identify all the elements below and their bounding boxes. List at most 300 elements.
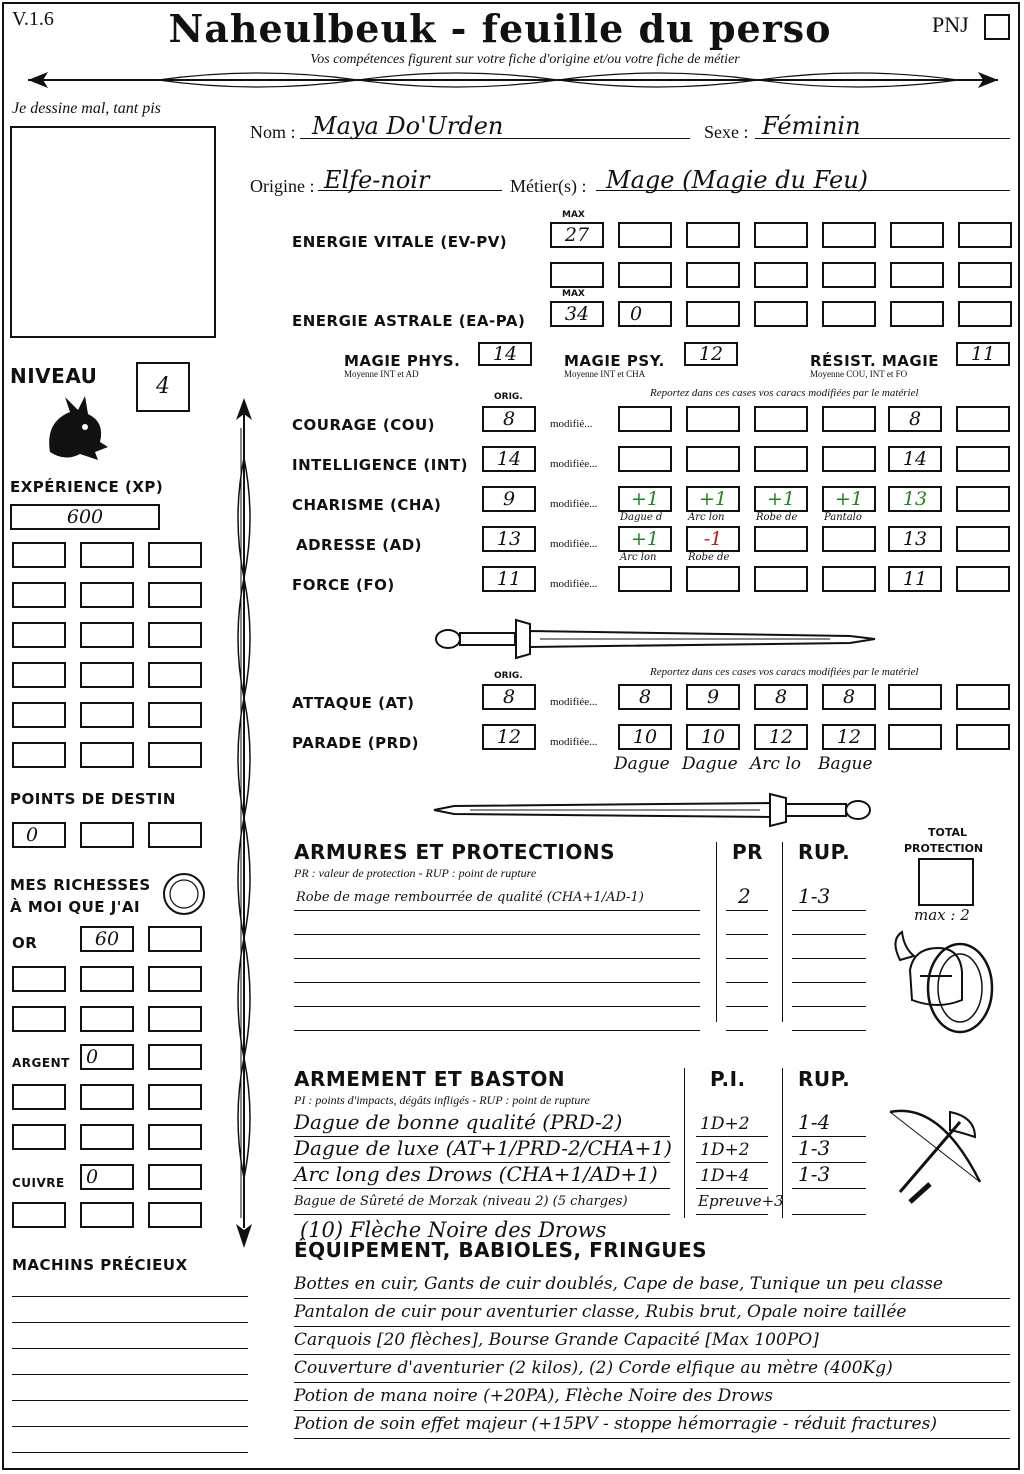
- xp-box[interactable]: [12, 702, 66, 728]
- resist-note: Moyenne COU, INT et FO: [810, 369, 908, 379]
- silver-box[interactable]: [80, 1044, 134, 1070]
- carac-mod-box[interactable]: [956, 566, 1010, 592]
- silver-box-8[interactable]: [148, 1124, 202, 1150]
- modified-caption: modifiée...: [550, 538, 598, 550]
- copper-value: 0: [86, 1166, 99, 1188]
- carac-mod-box[interactable]: [956, 406, 1010, 432]
- carac-mod-box[interactable]: [956, 526, 1010, 552]
- ev-box[interactable]: [822, 222, 876, 248]
- ea-box[interactable]: [686, 301, 740, 327]
- carac-mod-box[interactable]: [618, 446, 672, 472]
- prd-mod-box[interactable]: [822, 724, 876, 750]
- precious-line: [12, 1348, 248, 1349]
- armor-line: [294, 1030, 700, 1031]
- at-orig-value: 8: [502, 686, 516, 708]
- weapon-item-pi[interactable]: 1D+4: [700, 1166, 750, 1186]
- at-mod-value: 8: [774, 686, 788, 708]
- silver-label: ARGENT: [12, 1056, 70, 1070]
- ev-box[interactable]: [754, 222, 808, 248]
- precious-line: [12, 1374, 248, 1375]
- max-protection-note: max : 2: [914, 906, 970, 924]
- prd-mod-box[interactable]: [618, 724, 672, 750]
- carac-label: ADRESSE (AD): [296, 536, 423, 554]
- ev-max-caption: MAX: [562, 210, 585, 220]
- magic-psy-label: MAGIE PSY.: [564, 352, 665, 370]
- weapon-line: [294, 1188, 670, 1189]
- ea-max-box[interactable]: [550, 301, 604, 327]
- armor-rup-line: [792, 1030, 866, 1031]
- destiny-box-3[interactable]: [148, 822, 202, 848]
- ea-max-caption: MAX: [562, 289, 585, 299]
- weapon-item-name[interactable]: Arc long des Drows (CHA+1/AD+1): [294, 1162, 658, 1186]
- destiny-box-1[interactable]: [12, 822, 66, 848]
- silver-value: 0: [86, 1046, 99, 1068]
- at-mod-value: 8: [638, 686, 652, 708]
- ev-label: ENERGIE VITALE (EV-PV): [292, 233, 508, 251]
- silver-box-2[interactable]: [148, 1044, 202, 1070]
- portrait-frame[interactable]: [10, 126, 216, 338]
- weapons-divider: [684, 1068, 685, 1218]
- at-mod-box[interactable]: [956, 684, 1010, 710]
- carac-mod-box[interactable]: [956, 486, 1010, 512]
- carac-label: FORCE (FO): [292, 576, 395, 594]
- xp-box[interactable]: [148, 622, 202, 648]
- weapon-item-name[interactable]: Dague de bonne qualité (PRD-2): [294, 1110, 623, 1134]
- prd-mod-box[interactable]: [956, 724, 1010, 750]
- carac-label: CHARISME (CHA): [292, 496, 442, 514]
- carac-mod-box[interactable]: [888, 526, 942, 552]
- at-mod-value: 8: [842, 686, 856, 708]
- xp-box[interactable]: [80, 542, 134, 568]
- armor-note: PR : valeur de protection - RUP : point de rupture: [294, 866, 537, 880]
- xp-box[interactable]: [148, 662, 202, 688]
- carac-mod-box[interactable]: [822, 406, 876, 432]
- equipment-line[interactable]: Potion de soin effet majeur (+15PV - stoppe hémorragie - réduit fractures): [294, 1414, 937, 1434]
- weapon-item-pi[interactable]: 1D+2: [700, 1140, 750, 1160]
- total-protection-box[interactable]: [918, 858, 974, 906]
- armor-line: [294, 934, 700, 935]
- armor-pr-line: [726, 1030, 768, 1031]
- at-mod-box[interactable]: [822, 684, 876, 710]
- gold-box-6[interactable]: [12, 1006, 66, 1032]
- ev-box[interactable]: [618, 262, 672, 288]
- ev-box[interactable]: [686, 222, 740, 248]
- carac-mod-box[interactable]: [754, 486, 808, 512]
- armor-pr-line: [726, 982, 768, 983]
- ea-label: ENERGIE ASTRALE (EA-PA): [292, 312, 526, 330]
- prd-mod-value: 10: [632, 726, 658, 748]
- bow-axe-icon: [880, 1092, 1000, 1210]
- xp-box[interactable]: [148, 582, 202, 608]
- armor-pr-line: [726, 1006, 768, 1007]
- weapon-pi-line: [696, 1136, 768, 1137]
- silver-box-6[interactable]: [12, 1124, 66, 1150]
- gold-label: OR: [12, 934, 38, 952]
- carac-orig-box[interactable]: [482, 526, 536, 552]
- armor-pr-header: PR: [732, 840, 764, 864]
- ea-current-value: 0: [630, 303, 643, 325]
- ev-max-box[interactable]: [550, 222, 604, 248]
- magic-phys-label: MAGIE PHYS.: [344, 352, 461, 370]
- carac-orig-value: 14: [496, 448, 522, 470]
- total-protection-value: [920, 860, 972, 904]
- carac-mod-value: +1: [630, 528, 659, 550]
- weapon-pi-line: [696, 1188, 768, 1189]
- xp-box[interactable]: [12, 622, 66, 648]
- silver-box-4[interactable]: [80, 1084, 134, 1110]
- level-box[interactable]: [136, 362, 190, 412]
- copper-box-2[interactable]: [148, 1164, 202, 1190]
- prd-mod-value: 12: [768, 726, 794, 748]
- equipment-underline: [294, 1354, 1010, 1355]
- carac-mod-box[interactable]: [888, 406, 942, 432]
- silver-box-5[interactable]: [148, 1084, 202, 1110]
- xp-label: EXPÉRIENCE (XP): [10, 478, 164, 496]
- prd-orig-box[interactable]: [482, 724, 536, 750]
- carac-orig-value: 11: [496, 568, 522, 590]
- armor-title: ARMURES ET PROTECTIONS: [294, 840, 615, 864]
- helmet-shield-icon: [890, 930, 1000, 1040]
- ev-max-value: 27: [564, 224, 590, 246]
- carac-mod-box[interactable]: [888, 566, 942, 592]
- carac-mod-value: +1: [766, 488, 795, 510]
- equipment-underline: [294, 1438, 1010, 1439]
- precious-line: [12, 1400, 248, 1401]
- carac-label: INTELLIGENCE (INT): [292, 456, 468, 474]
- at-mod-box[interactable]: [754, 684, 808, 710]
- ea-current-box[interactable]: [618, 301, 672, 327]
- weapon-line: [294, 1214, 670, 1215]
- ea-box[interactable]: [754, 301, 808, 327]
- carac-mod-box[interactable]: [618, 566, 672, 592]
- total-protection-caption-2: PROTECTION: [904, 842, 984, 855]
- modified-caption: modifiée...: [550, 696, 598, 708]
- carac-final-value: 11: [902, 568, 928, 590]
- precious-line: [12, 1322, 248, 1323]
- silver-box-3[interactable]: [12, 1084, 66, 1110]
- armor-rup-line: [792, 1006, 866, 1007]
- xp-box[interactable]: [148, 742, 202, 768]
- armor-item-name[interactable]: Robe de mage rembourrée de qualité (CHA+1/AD-1): [296, 890, 644, 905]
- magic-phys-box[interactable]: [478, 342, 532, 366]
- armor-divider: [782, 842, 783, 1022]
- ev-box[interactable]: [822, 262, 876, 288]
- gold-value: 60: [94, 928, 120, 950]
- weapon-item-name[interactable]: Bague de Sûreté de Morzak (niveau 2) (5 charges): [294, 1194, 628, 1209]
- armor-item-rup[interactable]: 1-3: [798, 884, 831, 908]
- at-mod-box[interactable]: [618, 684, 672, 710]
- equipment-line[interactable]: Carquois [20 flèches], Bourse Grande Capacité [Max 100PO]: [294, 1330, 819, 1350]
- carac-mod-box[interactable]: [888, 446, 942, 472]
- ev-box[interactable]: [890, 262, 944, 288]
- xp-box[interactable]: [12, 662, 66, 688]
- weapon-column-name: Dague: [682, 754, 738, 774]
- prd-mod-box[interactable]: [888, 724, 942, 750]
- carac-mod-box[interactable]: [686, 486, 740, 512]
- weapons-pi-header: P.I.: [710, 1067, 746, 1091]
- gold-box-7[interactable]: [80, 1006, 134, 1032]
- at-orig-box[interactable]: [482, 684, 536, 710]
- equipment-underline: [294, 1298, 1010, 1299]
- combat-report-note: Reportez dans ces cases vos caracs modifiées par le matériel: [650, 666, 919, 678]
- ea-box[interactable]: [890, 301, 944, 327]
- carac-mod-value: +1: [630, 488, 659, 510]
- carac-mod-box[interactable]: [686, 526, 740, 552]
- carac-mod-box[interactable]: [618, 486, 672, 512]
- silver-box-7[interactable]: [80, 1124, 134, 1150]
- ev-box[interactable]: [890, 222, 944, 248]
- carac-mod-box[interactable]: [822, 526, 876, 552]
- xp-box[interactable]: [80, 622, 134, 648]
- xp-box[interactable]: [80, 742, 134, 768]
- ev-box[interactable]: [958, 222, 1012, 248]
- carac-orig-value: 8: [502, 408, 516, 430]
- xp-box[interactable]: [148, 542, 202, 568]
- carac-orig-box[interactable]: [482, 406, 536, 432]
- prd-orig-value: 12: [496, 726, 522, 748]
- weapon-column-name: Bague: [818, 754, 873, 774]
- origin-value[interactable]: Elfe-noir: [324, 166, 430, 194]
- weapons-rup-header: RUP.: [798, 1067, 851, 1091]
- carac-mod-box[interactable]: [754, 526, 808, 552]
- armor-rup-line: [792, 934, 866, 935]
- carac-mod-box[interactable]: [754, 566, 808, 592]
- weapon-pi-line: [696, 1214, 768, 1215]
- carac-orig-value: 13: [496, 528, 522, 550]
- carac-mod-box[interactable]: [822, 486, 876, 512]
- equipment-title: ÉQUIPEMENT, BABIOLES, FRINGUES: [294, 1238, 708, 1262]
- copper-box-4[interactable]: [80, 1202, 134, 1228]
- carac-mod-box[interactable]: [754, 406, 808, 432]
- level-value: 4: [156, 374, 170, 399]
- prd-mod-value: 12: [836, 726, 862, 748]
- staff-icon: [228, 398, 260, 1248]
- magic-psy-box[interactable]: [684, 342, 738, 366]
- carac-orig-box[interactable]: [482, 446, 536, 472]
- ea-max-value: 34: [564, 303, 590, 325]
- armor-line: [294, 910, 700, 911]
- carac-mod-box[interactable]: [686, 566, 740, 592]
- xp-box[interactable]: [12, 582, 66, 608]
- weapon-pi-line: [696, 1162, 768, 1163]
- gold-box-4[interactable]: [80, 966, 134, 992]
- level-label: NIVEAU: [10, 364, 98, 388]
- magic-psy-note: Moyenne INT et CHA: [564, 369, 646, 379]
- ea-box[interactable]: [958, 301, 1012, 327]
- combat-orig-caption: ORIG.: [494, 671, 523, 681]
- sword-icon: [430, 616, 880, 662]
- copper-box-5[interactable]: [148, 1202, 202, 1228]
- carac-mod-box[interactable]: [686, 446, 740, 472]
- precious-line: [12, 1426, 248, 1427]
- ev-box[interactable]: [618, 222, 672, 248]
- total-protection-caption-1: TOTAL: [928, 826, 968, 839]
- pnj-checkbox[interactable]: [984, 14, 1010, 40]
- weapon-item-pi[interactable]: 1D+2: [700, 1114, 750, 1134]
- equipment-line[interactable]: Bottes en cuir, Gants de cuir doublés, Cape de base, Tunique un peu classe: [294, 1274, 943, 1294]
- carac-final-value: 8: [908, 408, 922, 430]
- equipment-line[interactable]: Pantalon de cuir pour aventurier classe, Rubis brut, Opale noire taillée: [294, 1302, 907, 1322]
- ev-box[interactable]: [550, 262, 604, 288]
- gold-box-8[interactable]: [148, 1006, 202, 1032]
- armor-pr-line: [726, 958, 768, 959]
- weapon-item-rup[interactable]: 1-4: [798, 1110, 831, 1134]
- gold-box-5[interactable]: [148, 966, 202, 992]
- carac-final-value: 14: [902, 448, 928, 470]
- at-label: ATTAQUE (AT): [292, 694, 415, 712]
- weapon-column-name: Arc lo: [750, 754, 801, 774]
- equipment-underline: [294, 1410, 1010, 1411]
- carac-mod-box[interactable]: [618, 526, 672, 552]
- armor-rup-line: [792, 982, 866, 983]
- ev-box[interactable]: [958, 262, 1012, 288]
- coin-icon: [160, 870, 208, 918]
- armor-rup-header: RUP.: [798, 840, 851, 864]
- armor-line: [294, 982, 700, 983]
- job-value[interactable]: Mage (Magie du Feu): [606, 166, 869, 194]
- prd-mod-box[interactable]: [686, 724, 740, 750]
- ev-box[interactable]: [686, 262, 740, 288]
- carac-mod-box[interactable]: [822, 446, 876, 472]
- armor-rup-line: [792, 958, 866, 959]
- gold-box[interactable]: [80, 926, 134, 952]
- equipment-line[interactable]: Couverture d'aventurier (2 kilos), (2) Corde elfique au mètre (400Kg): [294, 1358, 893, 1378]
- modified-caption: modifiée...: [550, 736, 598, 748]
- weapon-item-rup[interactable]: 1-3: [798, 1162, 831, 1186]
- caracs-report-note: Reportez dans ces cases vos caracs modifiées par le matériel: [650, 387, 919, 399]
- precious-line: [12, 1296, 248, 1297]
- job-underline: [596, 190, 1010, 191]
- sex-value[interactable]: Féminin: [762, 112, 861, 140]
- weapon-item-name[interactable]: Dague de luxe (AT+1/PRD-2/CHA+1): [294, 1136, 672, 1160]
- carac-mod-source: Robe de: [756, 512, 798, 523]
- pnj-label: PNJ: [932, 12, 969, 37]
- copper-box-3[interactable]: [12, 1202, 66, 1228]
- name-underline: [300, 138, 690, 139]
- resist-box[interactable]: [956, 342, 1010, 366]
- gold-box-3[interactable]: [12, 966, 66, 992]
- armor-line: [294, 1006, 700, 1007]
- job-label: Métier(s) :: [510, 176, 587, 196]
- gold-box-2[interactable]: [148, 926, 202, 952]
- carac-label: COURAGE (COU): [292, 416, 436, 434]
- wealth-label-2: À MOI QUE J'AI: [10, 898, 141, 916]
- carac-mod-source: Arc lon: [688, 512, 725, 523]
- destiny-label: POINTS DE DESTIN: [10, 790, 176, 808]
- xp-box[interactable]: [80, 662, 134, 688]
- armor-pr-line: [726, 934, 768, 935]
- sword-icon: [430, 790, 880, 830]
- prd-mod-box[interactable]: [754, 724, 808, 750]
- carac-final-value: 13: [902, 488, 928, 510]
- destiny-box-2[interactable]: [80, 822, 134, 848]
- carac-mod-box[interactable]: [686, 406, 740, 432]
- weapons-extra[interactable]: (10) Flèche Noire des Drows: [300, 1218, 607, 1242]
- carac-mod-source: Robe de: [688, 552, 730, 563]
- version-label: V.1.6: [12, 8, 54, 30]
- ev-box[interactable]: [754, 262, 808, 288]
- ea-box[interactable]: [822, 301, 876, 327]
- modified-caption: modifié...: [550, 418, 593, 430]
- carac-orig-box[interactable]: [482, 486, 536, 512]
- destiny-value: 0: [26, 824, 39, 846]
- carac-mod-box[interactable]: [754, 446, 808, 472]
- carac-mod-value: -1: [703, 528, 723, 550]
- equipment-underline: [294, 1326, 1010, 1327]
- carac-mod-box[interactable]: [888, 486, 942, 512]
- carac-final-value: 13: [902, 528, 928, 550]
- weapons-note: PI : points d'impacts, dégâts infligés - RUP : point de rupture: [294, 1093, 590, 1107]
- origin-underline: [318, 190, 502, 191]
- armor-line: [294, 958, 700, 959]
- carac-mod-source: Dague d: [620, 512, 663, 523]
- weapon-rup-line: [792, 1188, 866, 1189]
- prd-mod-value: 10: [700, 726, 726, 748]
- xp-box[interactable]: [80, 582, 134, 608]
- magic-psy-value: 12: [698, 343, 724, 365]
- magic-phys-note: Moyenne INT et AD: [344, 369, 419, 379]
- at-mod-box[interactable]: [888, 684, 942, 710]
- carac-mod-box[interactable]: [822, 566, 876, 592]
- armor-pr-line: [726, 910, 768, 911]
- sheet-subtitle: Vos compétences figurent sur votre fiche d'origine et/ou votre fiche de métier: [310, 52, 740, 67]
- armor-rup-line: [792, 910, 866, 911]
- carac-mod-box[interactable]: [956, 446, 1010, 472]
- spear-divider-icon: [8, 66, 1018, 96]
- modified-caption: modifiée...: [550, 578, 598, 590]
- resist-value: 11: [970, 343, 996, 365]
- precious-label: MACHINS PRÉCIEUX: [12, 1256, 188, 1274]
- at-mod-value: 9: [706, 686, 720, 708]
- portrait-caption: Je dessine mal, tant pis: [12, 100, 161, 117]
- weapons-title: ARMEMENT ET BASTON: [294, 1067, 566, 1091]
- copper-label: CUIVRE: [12, 1176, 65, 1190]
- copper-box[interactable]: [80, 1164, 134, 1190]
- weapon-item-pi[interactable]: Epreuve+3: [698, 1192, 784, 1210]
- modified-caption: modifiée...: [550, 498, 598, 510]
- carac-mod-value: +1: [834, 488, 863, 510]
- carac-mod-source: Arc lon: [620, 552, 657, 563]
- origin-label: Origine :: [250, 176, 315, 196]
- modified-caption: modifiée...: [550, 458, 598, 470]
- armor-item-pr[interactable]: 2: [738, 884, 751, 908]
- xp-box[interactable]: [12, 542, 66, 568]
- prd-label: PARADE (PRD): [292, 734, 420, 752]
- resist-label: RÉSIST. MAGIE: [810, 352, 940, 370]
- sex-underline: [755, 138, 1010, 139]
- carac-mod-box[interactable]: [618, 406, 672, 432]
- xp-box[interactable]: [80, 702, 134, 728]
- precious-line: [12, 1452, 248, 1453]
- dragon-icon: [40, 392, 110, 464]
- weapon-item-rup[interactable]: 1-3: [798, 1136, 831, 1160]
- sheet-title: Naheulbeuk - feuille du perso: [168, 6, 832, 51]
- equipment-line[interactable]: Potion de mana noire (+20PA), Flèche Noire des Drows: [294, 1386, 773, 1406]
- name-value[interactable]: Maya Do'Urden: [312, 112, 504, 140]
- caracs-orig-caption: ORIG.: [494, 392, 523, 402]
- carac-orig-box[interactable]: [482, 566, 536, 592]
- xp-box[interactable]: [10, 504, 160, 530]
- armor-divider: [716, 842, 717, 1022]
- sex-label: Sexe :: [704, 122, 749, 142]
- at-mod-box[interactable]: [686, 684, 740, 710]
- weapon-column-name: Dague: [614, 754, 670, 774]
- xp-box[interactable]: [12, 742, 66, 768]
- xp-value: 600: [66, 506, 104, 528]
- xp-box[interactable]: [148, 702, 202, 728]
- carac-mod-source: Pantalo: [824, 512, 862, 523]
- carac-mod-value: +1: [698, 488, 727, 510]
